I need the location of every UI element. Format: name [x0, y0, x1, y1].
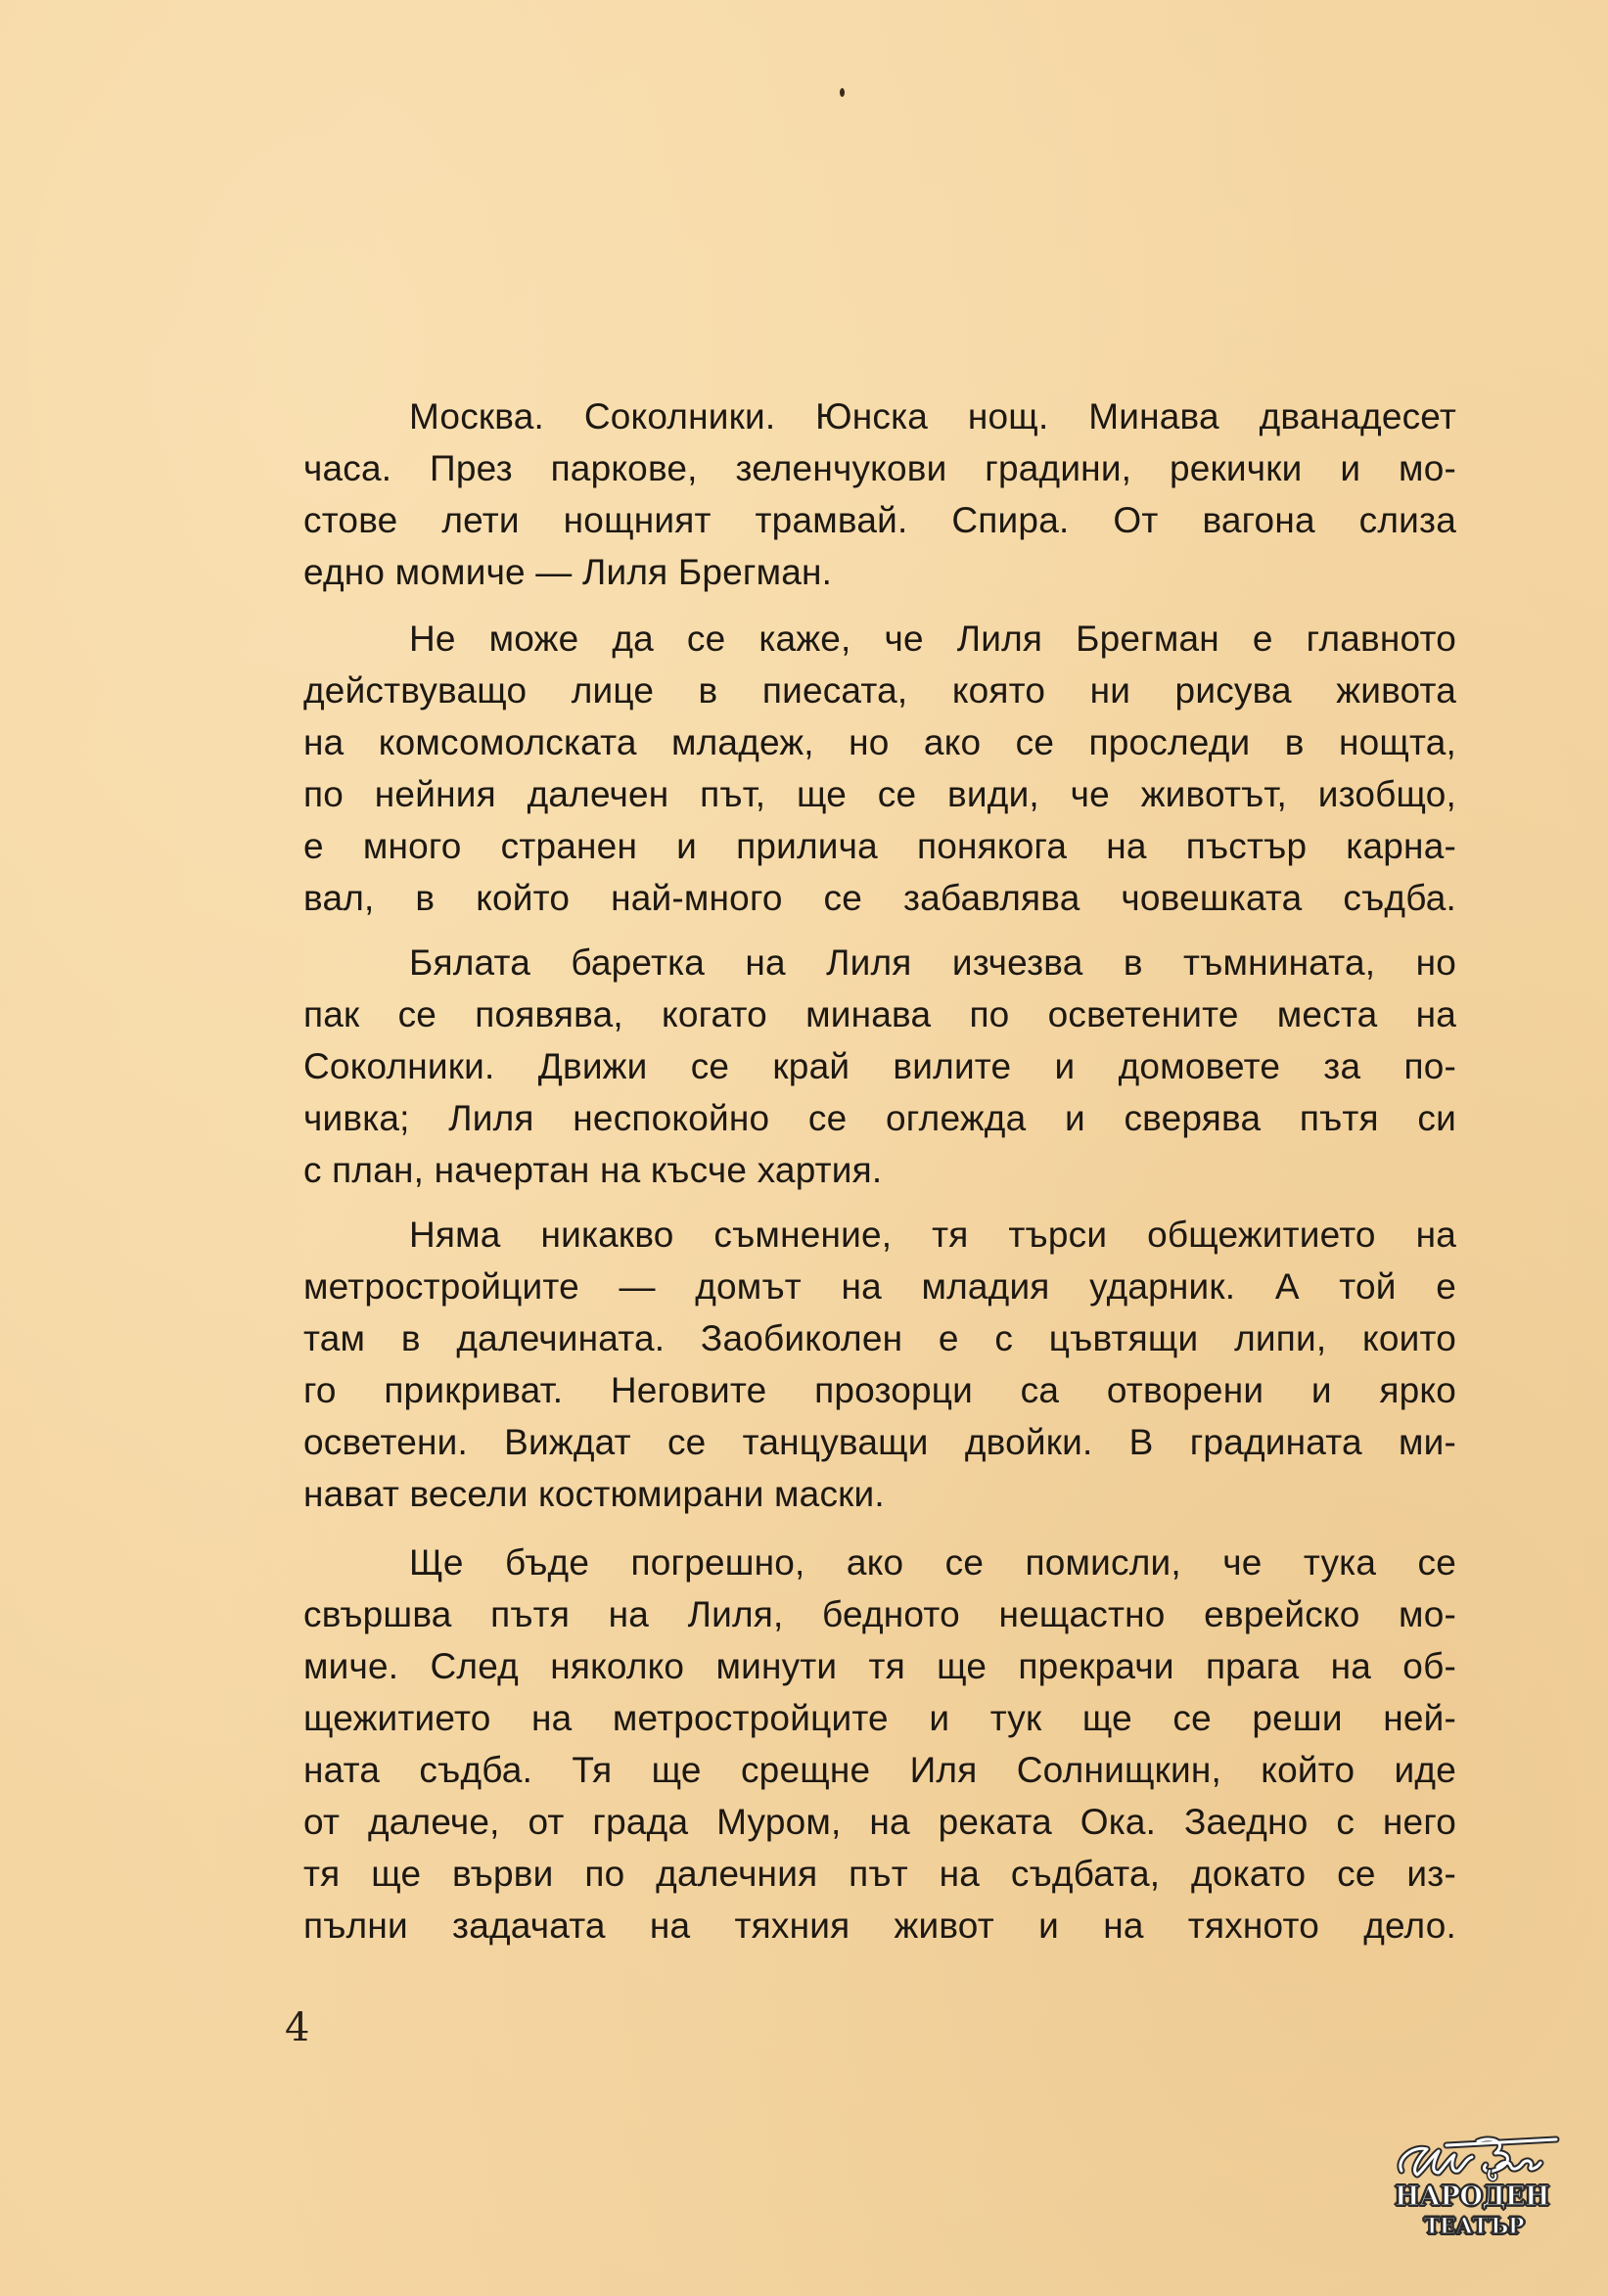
text-line: часа. През паркове, зеленчукови градини, рекички и мо-	[303, 448, 1456, 488]
text-line: от далече, от града Муром, на реката Ока. Заедно с него	[303, 1802, 1456, 1842]
text-line: по нейния далечен път, ще се види, че животът, изобщо,	[303, 774, 1456, 814]
text-line: Ще бъде погрешно, ако се помисли, че тука се	[409, 1542, 1456, 1583]
text-line: ната съдба. Тя ще срещне Иля Солнищкин, който иде	[303, 1750, 1456, 1790]
text-line: е много странен и прилича понякога на пъстър карна-	[303, 826, 1456, 866]
text-line: вал, в който най-много се забавлява човешката съдба.	[303, 878, 1456, 918]
paragraph-5	[303, 1537, 1456, 1952]
text-line: там в далечината. Заобиколен е с цъвтящи липи, които	[303, 1318, 1456, 1358]
text-line: миче. След няколко минути тя ще прекрачи прага на об-	[303, 1646, 1456, 1686]
text-line: щежитието на метростройците и тук ще се реши ней-	[303, 1698, 1456, 1738]
text-line: с план, начертан на късче хартия.	[303, 1150, 883, 1190]
text-line: свършва пътя на Лиля, бедното нещастно еврейско мо-	[303, 1594, 1456, 1634]
text-line: осветени. Виждат се танцуващи двойки. В градината ми-	[303, 1422, 1456, 1462]
page-number: 4	[285, 2005, 310, 2050]
text-line: Москва. Соколники. Юнска нощ. Минава дванадесет	[409, 396, 1456, 436]
paragraph-2	[303, 613, 1456, 924]
text-line: действуващо лице в пиесата, която ни рисува живота	[303, 670, 1456, 711]
text-line: стове лети нощният трамвай. Спира. От вагона слиза	[303, 500, 1456, 540]
text-line: тя ще върви по далечния път на съдбата, докато се из-	[303, 1854, 1456, 1894]
paragraph-3	[303, 937, 1456, 1196]
paragraph-4	[303, 1209, 1456, 1520]
text-line: едно момиче — Лиля Брегман.	[303, 552, 833, 592]
text-line: Соколники. Движи се край вилите и домовете за по-	[303, 1046, 1456, 1086]
text-line: чивка; Лиля неспокойно се оглежда и сверява пътя си	[303, 1098, 1456, 1138]
text-line: нават весели костюмирани маски.	[303, 1474, 885, 1514]
logo-text-naroden: НАРОДЕН	[1395, 2181, 1549, 2212]
national-theatre-logo	[1388, 2132, 1564, 2254]
paper-speck	[840, 88, 845, 97]
text-line: пълни задачата на тяхния живот и на тяхното дело.	[303, 1906, 1456, 1946]
paragraph-1	[303, 390, 1456, 598]
logo-text-teatar: ТЕАТЪР	[1423, 2214, 1524, 2239]
text-line: Бялата баретка на Лиля изчезва в тъмнината, но	[409, 942, 1456, 983]
text-line: Няма никакво съмнение, тя търси общежитието на	[409, 1215, 1456, 1255]
text-line: Не може да се каже, че Лиля Брегман е главното	[409, 619, 1456, 659]
text-line: метростройците — домът на младия ударник. А той е	[303, 1266, 1456, 1307]
text-line: на комсомолската младеж, но ако се проследи в нощта,	[303, 722, 1456, 762]
text-line: пак се появява, когато минава по осветените места на	[303, 994, 1456, 1034]
text-line: го прикриват. Неговите прозорци са отворени и ярко	[303, 1370, 1456, 1410]
